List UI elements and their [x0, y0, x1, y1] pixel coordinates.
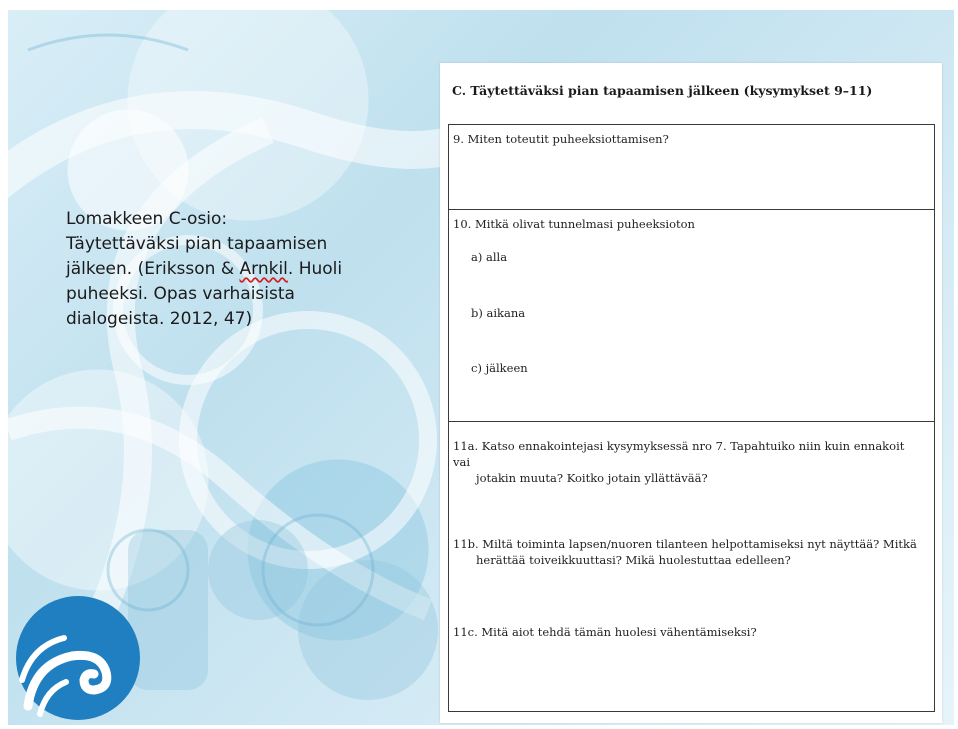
form-title: C. Täytettäväksi pian tapaamisen jälkeen (kysymykset 9–11) — [452, 83, 873, 98]
caption-line-3a: jälkeen. (Eriksson & — [66, 259, 240, 279]
caption-line-3 — [66, 257, 396, 282]
question-11c: 11c. Mitä aiot tehdä tämän huolesi vähentämiseksi? — [453, 625, 757, 639]
slide — [8, 10, 954, 725]
caption-line-2: Täytettäväksi pian tapaamisen — [66, 234, 328, 254]
wave-logo-icon — [14, 594, 142, 722]
question-10-box — [448, 209, 935, 422]
question-11a — [453, 438, 923, 486]
question-11a-line-2: jotakin muuta? Koitko jotain yllättävää? — [476, 471, 708, 485]
question-11b-line-2: herättää toiveikkuuttasi? Mikä huolestuttaa edelleen? — [476, 553, 791, 567]
scanned-form — [440, 63, 942, 723]
caption-line-1: Lomakkeen C-osio: — [66, 209, 228, 229]
question-10: 10. Mitkä olivat tunnelmasi puheeksioton — [453, 217, 695, 231]
question-10c: c) jälkeen — [471, 361, 528, 375]
spellcheck-word: Arnkil — [239, 259, 288, 279]
caption-line-3c: . Huoli — [287, 259, 343, 279]
question-9-box — [448, 124, 935, 210]
question-10a: a) alla — [471, 250, 508, 264]
question-11b — [453, 536, 923, 568]
caption-line-5: dialogeista. 2012, 47) — [66, 309, 253, 329]
question-11a-line-1: 11a. Katso ennakointejasi kysymyksessä nro 7. Tapahtuiko niin kuin ennakoit vai — [453, 439, 905, 469]
question-10b: b) aikana — [471, 306, 526, 320]
question-9: 9. Miten toteutit puheeksiottamisen? — [453, 132, 669, 146]
question-11b-line-1: 11b. Miltä toiminta lapsen/nuoren tilanteen helpottamiseksi nyt näyttää? Mitkä — [453, 537, 917, 551]
question-11-box — [448, 422, 935, 712]
caption-line-4: puheeksi. Opas varhaisista — [66, 284, 295, 304]
slide-caption — [66, 207, 396, 332]
